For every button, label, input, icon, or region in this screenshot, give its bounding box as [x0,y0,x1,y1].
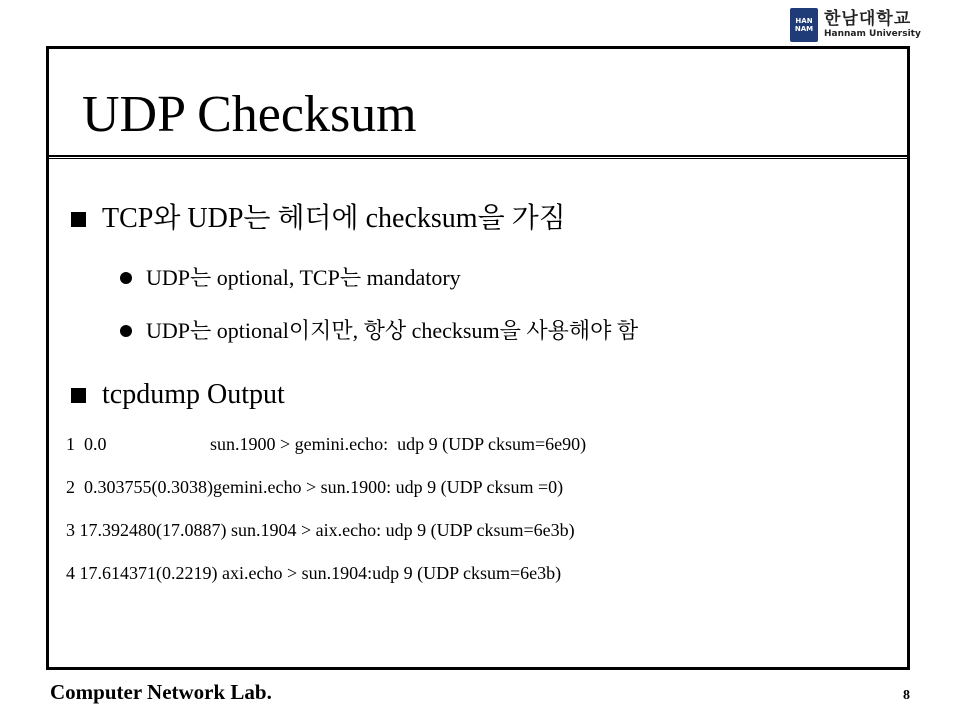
university-logo [790,6,950,44]
round-bullet-icon [120,325,132,337]
bullet-text: TCP와 UDP는 헤더에 checksum을 가짐 [102,203,566,234]
output-line-3: 3 17.392480(17.0887) sun.1904 > aix.echo: udp 9 (UDP cksum=6e3b) [66,520,575,540]
logo-text [824,10,921,40]
square-bullet-icon [71,212,86,227]
logo-korean-name: 한남대학교 [824,9,912,29]
logo-english-name: Hannam University [824,29,921,39]
output-line-2: 2 0.303755(0.3038)gemini.echo > sun.1900: udp 9 (UDP cksum =0) [66,477,564,497]
bullet-tcpdump-output [71,379,285,411]
logo-emblem-line1: HAN [795,17,813,25]
sub-bullet-text: UDP는 optional, TCP는 mandatory [146,265,461,290]
logo-emblem-line2: NAM [794,25,814,33]
title-divider [49,155,907,159]
sub-bullet-optional-mandatory [120,265,461,291]
sub-bullet-text: UDP는 optional이지만, 항상 checksum을 사용해야 함 [146,318,639,343]
footer-lab-name: Computer Network Lab. [50,680,272,704]
sub-bullet-always-use [120,318,638,344]
slide-title: UDP Checksum [82,86,417,143]
bullet-checksum-headers [71,203,566,235]
logo-emblem [790,8,818,42]
output-line-1: 1 0.0 sun.1900 > gemini.echo: udp 9 (UDP cksum=6e90) [66,434,587,454]
square-bullet-icon [71,388,86,403]
round-bullet-icon [120,272,132,284]
bullet-text: tcpdump Output [102,379,285,410]
output-line-4: 4 17.614371(0.2219) axi.echo > sun.1904:udp 9 (UDP cksum=6e3b) [66,563,562,583]
page-number: 8 [903,688,910,703]
